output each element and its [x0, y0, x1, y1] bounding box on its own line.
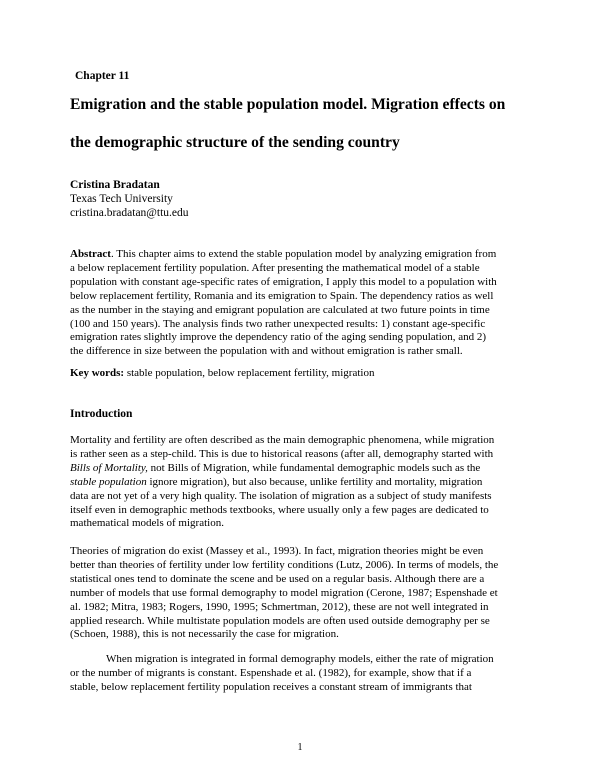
- abstract-line: a below replacement fertility population. After presenting the mathematical model of a stable: [70, 261, 480, 274]
- paragraph-line: al. 1982; Mitra, 1983; Rogers, 1990, 1995; Schmertman, 2012), these are not well integrated in: [70, 600, 489, 613]
- abstract-line: . This chapter aims to extend the stable population model by analyzing emigration from: [110, 248, 497, 260]
- paragraph-line: number of models that use formal demography to model migration (Cerone, 1987; Espenshade et: [70, 586, 498, 599]
- abstract-line: as the number in the staying and emigrant population are calculated at two future points in time: [70, 303, 490, 316]
- abstract-line: population with constant age-specific rates of emigration, I apply this model to a population with: [70, 275, 497, 288]
- page-number: 1: [297, 742, 303, 753]
- author-block: [70, 178, 189, 220]
- paragraph-line: Mortality and fertility are often described as the main demographic phenomena, while migration: [70, 434, 495, 446]
- paragraph-line: not Bills of Migration, while fundamental demographic models such as the: [147, 461, 481, 474]
- abstract-line: below replacement fertility, Romania and its emigration to Spain. The dependency ratios as well: [70, 289, 494, 302]
- abstract-line: emigration rates slightly improve the dependency ratio of the aging sending population, and 2): [70, 331, 487, 344]
- title-line-2: the demographic structure of the sending country: [70, 134, 400, 151]
- introduction-heading: Introduction: [70, 408, 133, 420]
- abstract-line: (100 and 150 years). The analysis finds two rather unexpected results: 1) constant age-specific: [70, 317, 486, 330]
- paragraph-line: or the number of migrants is constant. Espenshade et al. (1982), for example, show that if a: [70, 666, 472, 679]
- intro-paragraph-3: [70, 653, 533, 695]
- paragraph-line: applied research. While multistate population models are often used outside demography per se: [70, 614, 490, 627]
- italic-term: stable population: [70, 475, 147, 488]
- paragraph-line: (Schoen, 1988), this is not necessarily the case for migration.: [70, 628, 339, 641]
- intro-paragraph-2: [70, 545, 533, 642]
- author-email: cristina.bradatan@ttu.edu: [70, 207, 189, 219]
- paragraph-line: better than theories of fertility under low fertility conditions (Lutz, 2006). In terms of models, the: [70, 558, 499, 571]
- paragraph-line: mathematical models of migration.: [70, 517, 224, 530]
- author-affiliation: Texas Tech University: [70, 193, 173, 205]
- paragraph-line: statistical ones tend to dominate the scene and be used on a regular basis. Although there are a: [70, 572, 485, 585]
- intro-paragraph-1: [70, 434, 533, 531]
- chapter-label: Chapter 11: [75, 70, 130, 82]
- paragraph-line: Theories of migration do exist (Massey et al., 1993). In fact, migration theories might be even: [70, 545, 484, 557]
- abstract-label: Abstract: [70, 248, 111, 260]
- keywords-text: stable population, below replacement fertility, migration: [124, 367, 375, 379]
- author-name: Cristina Bradatan: [70, 179, 160, 191]
- title-line-1: Emigration and the stable population model. Migration effects on: [70, 96, 506, 113]
- paragraph-line: data are not yet of a very high quality. The isolation of migration as a subject of study manifests: [70, 489, 492, 502]
- paragraph-line: is rather seen as a step-child. This is due to historical reasons (after all, demography started with: [70, 447, 494, 460]
- abstract-line: the difference in size between the population with and without emigration is rather small.: [70, 345, 463, 358]
- italic-term: Bills of Mortality,: [70, 461, 148, 474]
- paragraph-line: When migration is integrated in formal demography models, either the rate of migration: [106, 653, 494, 665]
- abstract-paragraph: [70, 248, 533, 359]
- paragraph-line: itself even in demographic methods textbooks, where usually only a few pages are dedicated to: [70, 503, 489, 516]
- keywords-label: Key words:: [70, 367, 125, 379]
- paragraph-line: stable, below replacement fertility population receives a constant stream of immigrants that: [70, 680, 472, 693]
- paragraph-line: ignore migration), but also because, unlike fertility and mortality, migration: [146, 475, 483, 488]
- keywords-line: [70, 367, 533, 381]
